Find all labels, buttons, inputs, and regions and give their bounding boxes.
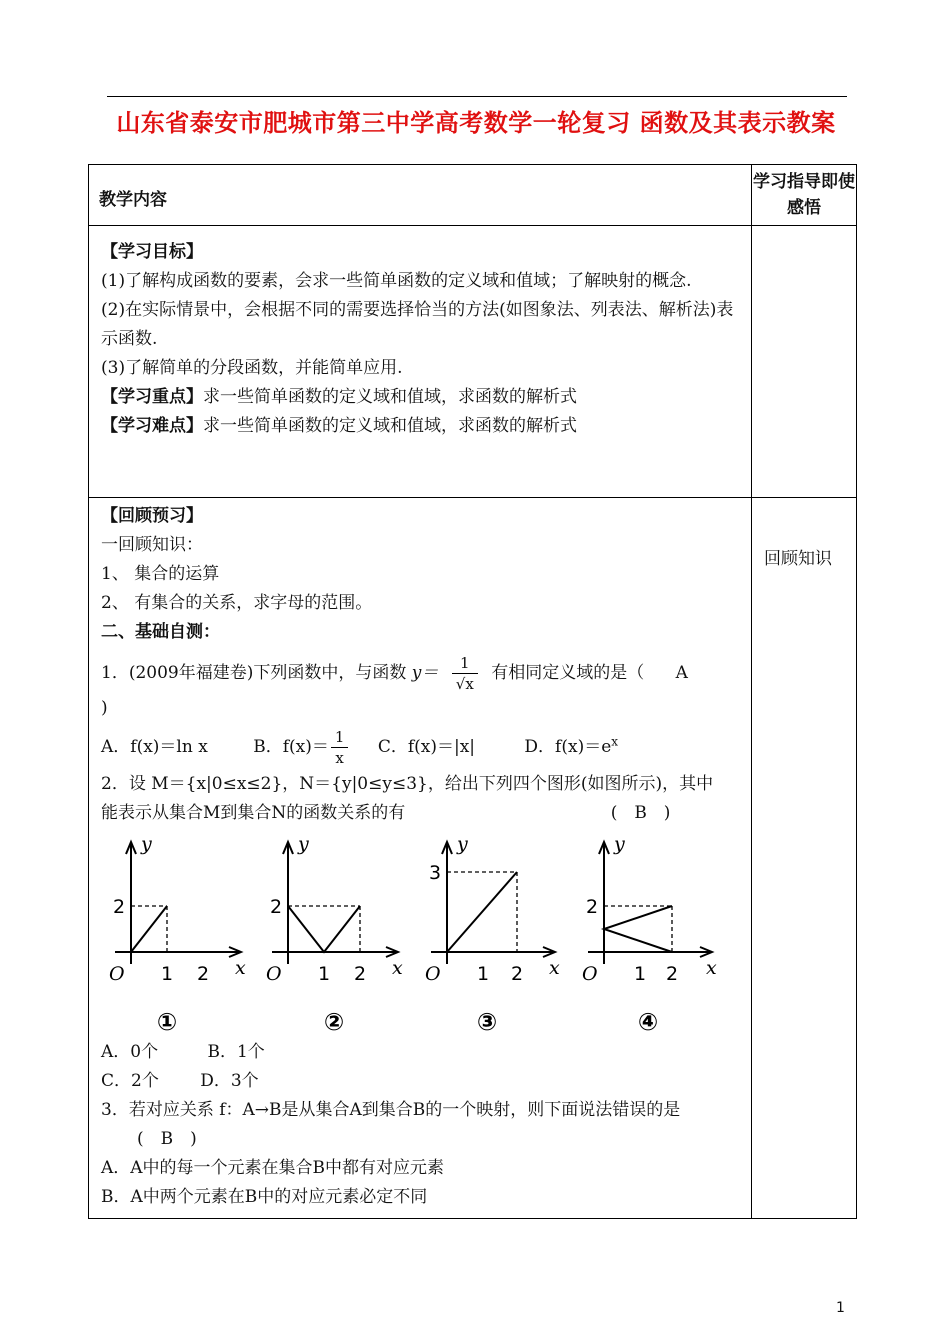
q1-close: )	[101, 698, 108, 718]
review-item-2: 2、 有集合的关系，求字母的范围。	[101, 593, 373, 613]
objective-3: (3)了解简单的分段函数，并能简单应用.	[101, 358, 403, 378]
q2-option-b: B．1个	[207, 1042, 265, 1062]
q1-option-a: A．f(x)＝ln x	[101, 737, 208, 757]
header-rule	[107, 96, 847, 97]
notes-cell-2	[752, 498, 857, 1219]
objectives-heading: 【学习目标】	[101, 242, 203, 262]
g1-origin: O	[109, 963, 125, 985]
g1-x-tick-2: 2	[197, 963, 210, 985]
graph-1	[101, 834, 258, 1034]
q2-stem: 能表示从集合M到集合N的函数关系的有	[101, 803, 406, 823]
q2-options-2	[101, 1067, 741, 1096]
g3-x-tick-1: 1	[477, 963, 490, 985]
g4-x-tick-2: 2	[666, 963, 679, 985]
g1-y-tick-2: 2	[113, 896, 126, 918]
g2-label: ②	[323, 1008, 345, 1034]
g2-x-tick-2: 2	[354, 963, 367, 985]
q3-line-1: 3．若对应关系 f：A→B是从集合A到集合B的一个映射，则下面说法错误的是	[101, 1100, 681, 1120]
g2-x-tick-1: 1	[318, 963, 331, 985]
graph-3	[415, 834, 572, 1034]
side-note-review: 回顾知识	[764, 549, 832, 569]
q2-options-1	[101, 1038, 741, 1067]
q1-frac-num: 1	[452, 653, 478, 674]
g3-x-tick-2: 2	[511, 963, 524, 985]
focus-label: 【学习重点】	[101, 387, 203, 407]
g1-y-label: y	[141, 834, 152, 855]
g2-y-tick-2: 2	[270, 896, 283, 918]
q1-stem-end: 有相同定义域的是（	[491, 663, 645, 683]
graph-2	[258, 834, 415, 1034]
g1-x-tick-1: 1	[161, 963, 174, 985]
q1-option-c: C．f(x)＝|x|	[377, 737, 476, 757]
document-title: 山东省泰安市肥城市第三中学高考数学一轮复习 函数及其表示教案	[116, 109, 836, 137]
q2-graphs	[101, 834, 741, 1034]
q1-d-exponent: x	[611, 734, 619, 749]
graph-4	[572, 834, 729, 1034]
g3-y-tick-3: 3	[429, 862, 442, 884]
g4-label: ④	[637, 1008, 659, 1034]
header-cell-notes: 学习指导即使感悟	[752, 165, 857, 226]
review-item-1: 1、 集合的运算	[101, 564, 220, 584]
g2-y-label: y	[298, 834, 309, 855]
g4-origin: O	[582, 963, 598, 985]
objectives-cell	[89, 226, 752, 498]
page-number: 1	[836, 1300, 845, 1316]
g4-x-label: x	[706, 957, 717, 979]
g3-x-label: x	[549, 957, 560, 979]
difficulty-label: 【学习难点】	[101, 416, 203, 436]
question-1	[101, 653, 741, 694]
notes-cell-1	[752, 226, 857, 498]
g4-y-tick-2: 2	[586, 896, 599, 918]
focus-line	[101, 383, 741, 412]
q2-option-c: C．2个	[101, 1071, 159, 1091]
g1-label: ①	[156, 1008, 178, 1034]
g4-x-tick-1: 1	[634, 963, 647, 985]
q1-b-den: x	[335, 749, 344, 767]
q3-option-b: B．A中两个元素在B中的对应元素必定不同	[101, 1187, 428, 1207]
q2-line-1: 2．设 M＝{x|0≤x≤2}，N＝{y|0≤y≤3}，给出下列四个图形(如图所示)，其中	[101, 774, 714, 794]
focus-text: 求一些简单函数的定义域和值域，求函数的解析式	[203, 387, 577, 407]
q1-b-fraction	[331, 727, 349, 768]
objective-2: (2)在实际情景中，会根据不同的需要选择恰当的方法(如图象法、列表法、解析法)表示函数.	[101, 300, 734, 349]
difficulty-text: 求一些简单函数的定义域和值域，求函数的解析式	[203, 416, 577, 436]
q1-frac-den: √x	[455, 675, 474, 693]
g3-label: ③	[476, 1008, 498, 1034]
q1-b-num: 1	[331, 727, 349, 748]
lesson-table	[88, 164, 857, 1219]
q2-option-a: A．0个	[101, 1042, 159, 1062]
q1-option-d: D．f(x)＝e	[524, 737, 612, 757]
q1-fraction	[452, 653, 478, 694]
g3-origin: O	[425, 963, 441, 985]
q2-option-d: D．3个	[200, 1071, 259, 1091]
q1-answer: A	[675, 663, 688, 683]
header-cell-content	[89, 165, 752, 226]
g2-x-label: x	[392, 957, 403, 979]
review-cell	[89, 498, 752, 1219]
q1-options	[101, 727, 741, 768]
g2-origin: O	[266, 963, 282, 985]
header-content-label: 教学内容	[99, 190, 167, 210]
q2-line-2	[101, 799, 741, 828]
q3-answer: ( B )	[137, 1129, 197, 1149]
g4-y-label: y	[614, 834, 625, 855]
objective-1: (1)了解构成函数的要素，会求一些简单函数的定义域和值域；了解映射的概念.	[101, 271, 692, 291]
q1-option-b: B．f(x)＝	[253, 737, 329, 757]
q1-stem: 1．(2009年福建卷)下列函数中，与函数	[101, 663, 407, 683]
g3-y-label: y	[457, 834, 468, 855]
difficulty-line	[101, 412, 741, 441]
review-heading: 【回顾预习】	[101, 506, 203, 526]
q2-answer: ( B )	[610, 803, 671, 823]
q1-y: y＝	[411, 663, 439, 683]
g1-x-label: x	[235, 957, 246, 979]
q3-option-a: A．A中的每一个元素在集合B中都有对应元素	[101, 1158, 445, 1178]
selftest-heading: 二、基础自测：	[101, 622, 220, 642]
review-intro: 一回顾知识：	[101, 535, 203, 555]
